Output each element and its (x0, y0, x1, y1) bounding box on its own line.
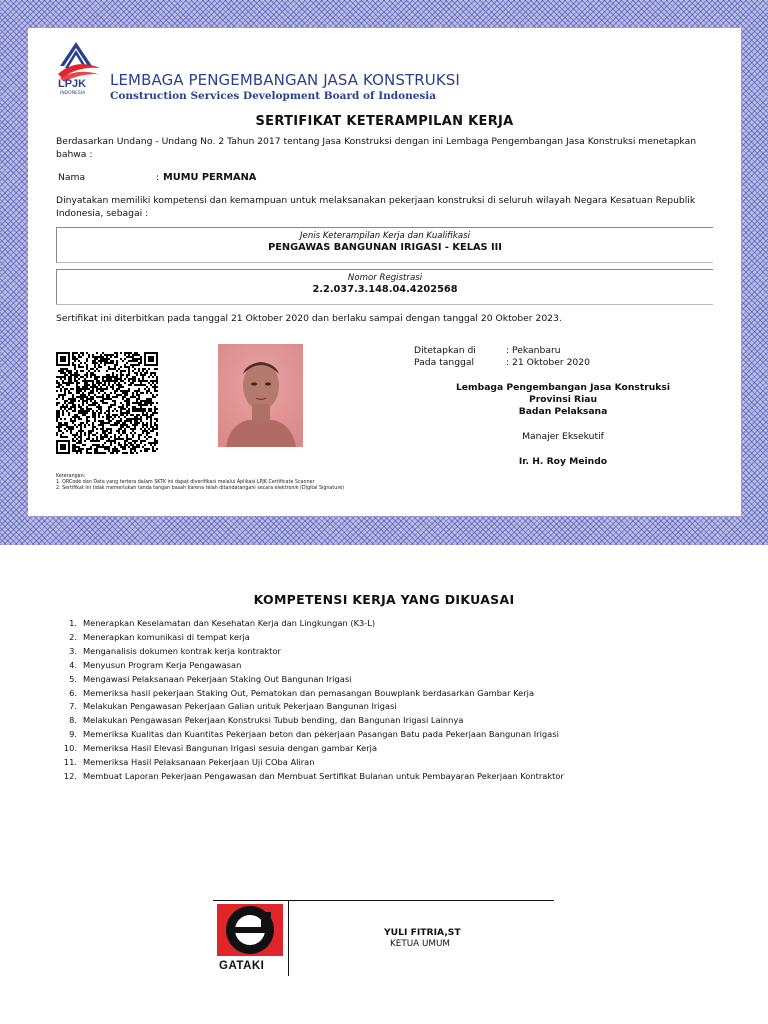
list-item (56, 770, 564, 784)
issuer-role: Manajer Eksekutif (522, 431, 604, 442)
name-label: Nama (58, 172, 86, 183)
list-item-text: Melakukan Pengawasan Pekerjaan Konstruksi Tubub bending, dan Bangunan Irigasi Lainnya (83, 715, 464, 726)
list-item-number: 12. (63, 770, 77, 781)
notes (56, 474, 344, 492)
list-item-number: 8. (69, 715, 77, 726)
notes-item-1: 1. QRCode dan Data yang tertera dalam SKTK ini dapat diverifikasi melalui Aplikasi LPJK Certificate Scanner (56, 480, 315, 485)
gataki-logo-text: GATAKI (219, 960, 265, 972)
list-item (56, 631, 564, 645)
issued-at-value: : Pekanbaru (506, 345, 561, 356)
footer-vertical-divider (288, 900, 289, 976)
list-item-number: 4. (69, 659, 77, 670)
skill-caption: Jenis Keterampilan Kerja dan Kualifikasi (300, 231, 470, 241)
list-item (56, 714, 564, 728)
footer-divider (213, 900, 554, 901)
issuer-name: Ir. H. Roy Meindo (518, 456, 608, 467)
lpjk-logo-caption: LPJK (58, 78, 87, 90)
list-item (56, 742, 564, 756)
validity-text: Sertifikat ini diterbitkan pada tanggal 21 Oktober 2020 dan berlaku sampai dengan tanggal 20 Oktober 2023. (56, 313, 562, 324)
issued-at-label: Ditetapkan di (414, 345, 476, 356)
list-item-number: 10. (63, 743, 77, 754)
lpjk-logo-country: INDONESIA (60, 91, 86, 96)
list-item-text: Mengawasi Pelaksanaan Pekerjaan Staking Out Bangunan Irigasi (83, 673, 352, 684)
issuer-line-2: Provinsi Riau (528, 394, 598, 405)
list-item-number: 2. (69, 631, 77, 642)
skill-value: PENGAWAS BANGUNAN IRIGASI - KELAS III (268, 242, 502, 253)
qr-code (56, 352, 158, 454)
intro-text: Berdasarkan Undang - Undang No. 2 Tahun 2017 tentang Jasa Konstruksi dengan ini Lembaga Pengembangan Jasa Konstruksi menetapkan bahwa : (56, 136, 697, 160)
registration-caption: Nomor Registrasi (347, 273, 423, 283)
list-item-number: 6. (69, 687, 77, 698)
skill-box (56, 227, 713, 263)
registration-box (56, 269, 713, 305)
list-item (56, 756, 564, 770)
list-item (56, 687, 564, 701)
list-item (56, 700, 564, 714)
list-item-text: Menerapkan Keselamatan dan Kesehatan Kerja dan Lingkungan (K3-L) (83, 618, 376, 628)
list-item (56, 645, 564, 659)
list-item-number: 11. (63, 757, 77, 768)
list-item-text: Menerapkan komunikasi di tempat kerja (83, 631, 250, 642)
list-item-number: 1. (69, 618, 77, 628)
issued-on-label: Pada tanggal (414, 357, 475, 368)
competence-list (56, 617, 564, 784)
issuer-line-3: Badan Pelaksana (518, 406, 608, 417)
list-item (56, 659, 564, 673)
list-item (56, 728, 564, 742)
list-item-text: Melakukan Pengawasan Pekerjaan Galian untuk Pekerjaan Bangunan Irigasi (83, 701, 397, 712)
lpjk-logo (54, 38, 104, 100)
list-item-text: Menganalisis dokumen kontrak kerja kontraktor (83, 645, 281, 656)
certificate-page (28, 28, 741, 516)
list-item-text: Memeriksa Hasil Pelaksanaan Pekerjaan Uji COba Aliran (83, 757, 315, 768)
list-item-text: Memeriksa Hasil Elevasi Bangunan Irigasi sesuia dengan gambar Kerja (83, 743, 378, 754)
competence-title: KOMPETENSI KERJA YANG DIKUASAI (253, 592, 515, 607)
list-item (56, 673, 564, 687)
holder-photo (218, 344, 303, 447)
list-item-number: 3. (69, 645, 77, 656)
list-item-text: Membuat Laporan Pekerjaan Pengawasan dan Membuat Sertifikat Bulanan untuk Pembayaran Pekerjaan Kontraktor (83, 770, 564, 781)
issued-on-value: : 21 Oktober 2020 (506, 357, 590, 368)
issuer-line-1: Lembaga Pengembangan Jasa Konstruksi (455, 382, 671, 393)
notes-title: Keterangan: (56, 474, 86, 479)
registration-value: 2.2.037.3.148.04.4202568 (312, 284, 458, 295)
list-item-number: 9. (69, 729, 77, 740)
list-item-number: 7. (69, 701, 77, 712)
org-name: LEMBAGA PENGEMBANGAN JASA KONSTRUKSI (110, 71, 460, 89)
notes-item-2: 2. Sertifikat ini tidak memerlukan tanda tangan basah karena telah ditandatangani secara elektronik (Digital Signature) (56, 486, 345, 491)
signer-role: KETUA UMUM (390, 939, 451, 949)
list-item-number: 5. (69, 673, 77, 684)
signer-name: YULI FITRIA,ST (384, 927, 461, 938)
certificate-title: SERTIFIKAT KETERAMPILAN KERJA (255, 114, 514, 129)
org-name-english: Construction Services Development Board of Indonesia (110, 90, 437, 102)
list-item-text: Menyusun Program Kerja Pengawasan (83, 659, 242, 670)
holder-photo-image (218, 344, 303, 447)
list-item-text: Memeriksa hasil pekerjaan Staking Out, Pematokan dan pemasangan Bouwplank berdasarkan Gambar Kerja (83, 687, 535, 698)
name-colon: : (156, 172, 160, 183)
list-item-text: Memeriksa Kualitas dan Kuantitas Pekerjaan beton dan pekerjaan Pasangan Batu pada Pekerjaan Bangunan Irigasi (83, 729, 559, 740)
list-item (56, 617, 564, 631)
declaration-text: Dinyatakan memiliki kompetensi dan kemampuan untuk melaksanakan pekerjaan konstruksi di seluruh wilayah Negara Kesatuan Republik Indonesia, sebagai : (56, 195, 696, 219)
name-value: MUMU PERMANA (163, 172, 257, 183)
